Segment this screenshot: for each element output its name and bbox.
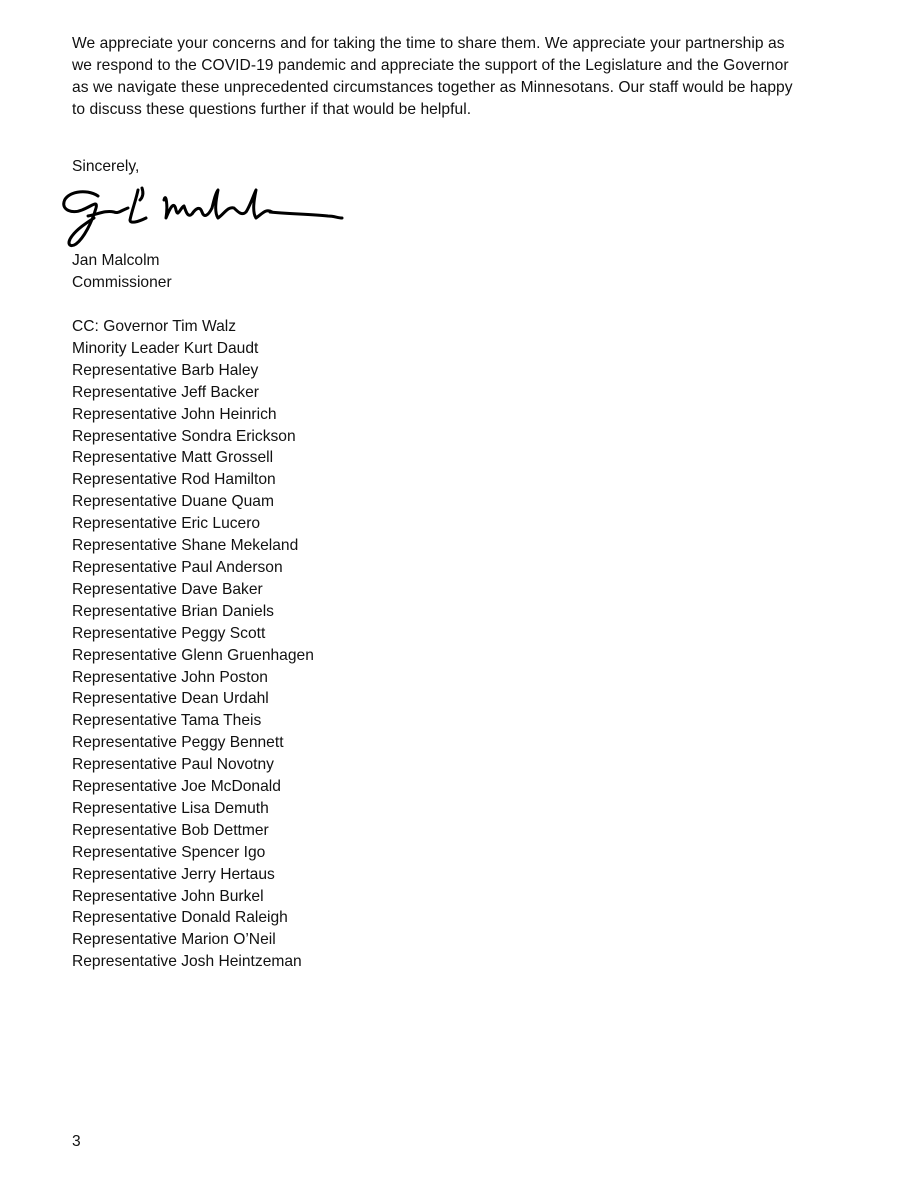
cc-recipient: Representative Lisa Demuth [72,799,269,817]
cc-recipient: Representative Paul Novotny [72,756,274,774]
page-number: 3 [72,1133,81,1150]
paragraph-line: We appreciate your concerns and for taking the time to share them. We appreciate your partnership as [72,35,785,52]
cc-recipient: Representative Bob Dettmer [72,821,269,839]
cc-recipient: Representative Dean Urdahl [72,690,269,708]
cc-recipient: Representative Tama Theis [72,712,262,730]
cc-recipient: Representative Dave Baker [72,580,263,598]
cc-recipient: Representative Jerry Hertaus [72,865,275,883]
cc-recipient: Minority Leader Kurt Daudt [72,339,259,357]
cc-recipient: CC: Governor Tim Walz [72,318,237,335]
cc-recipient: Representative Eric Lucero [72,515,261,533]
cc-recipient: Representative Peggy Bennett [72,734,284,752]
cc-recipient: Representative Glenn Gruenhagen [72,646,314,664]
cc-recipient: Representative Paul Anderson [72,558,283,576]
signer-name: Jan Malcolm [72,252,160,269]
cc-recipient: Representative Josh Heintzeman [72,953,302,971]
cc-recipient: Representative John Poston [72,668,268,686]
cc-recipient: Representative Peggy Scott [72,624,266,642]
cc-recipient: Representative Barb Haley [72,361,259,379]
cc-recipient: Representative Marion O’Neil [72,931,276,949]
cc-recipient: Representative Joe McDonald [72,778,281,796]
cc-recipient: Representative Brian Daniels [72,602,274,620]
cc-recipient: Representative John Heinrich [72,405,277,423]
signer-title: Commissioner [72,274,172,291]
cc-recipient: Representative Sondra Erickson [72,427,296,445]
cc-recipient: Representative Rod Hamilton [72,471,276,489]
cc-recipient: Representative John Burkel [72,887,264,905]
cc-recipient: Representative Duane Quam [72,493,274,511]
closing-paragraph [72,33,852,121]
signer-block [72,250,172,294]
paragraph-line: we respond to the COVID-19 pandemic and appreciate the support of the Legislature and the Governor [72,57,789,74]
cc-list [72,316,314,973]
closing-salutation: Sincerely, [72,158,140,175]
cc-recipient: Representative Matt Grossell [72,449,274,467]
handwritten-signature [58,178,348,253]
cc-recipient: Representative Spencer Igo [72,843,266,861]
cc-recipient: Representative Jeff Backer [72,383,259,401]
paragraph-line: to discuss these questions further if that would be helpful. [72,101,472,118]
cc-recipient: Representative Donald Raleigh [72,909,288,927]
cc-recipient: Representative Shane Mekeland [72,537,299,555]
paragraph-line: as we navigate these unprecedented circumstances together as Minnesotans. Our staff would be happy [72,79,793,96]
